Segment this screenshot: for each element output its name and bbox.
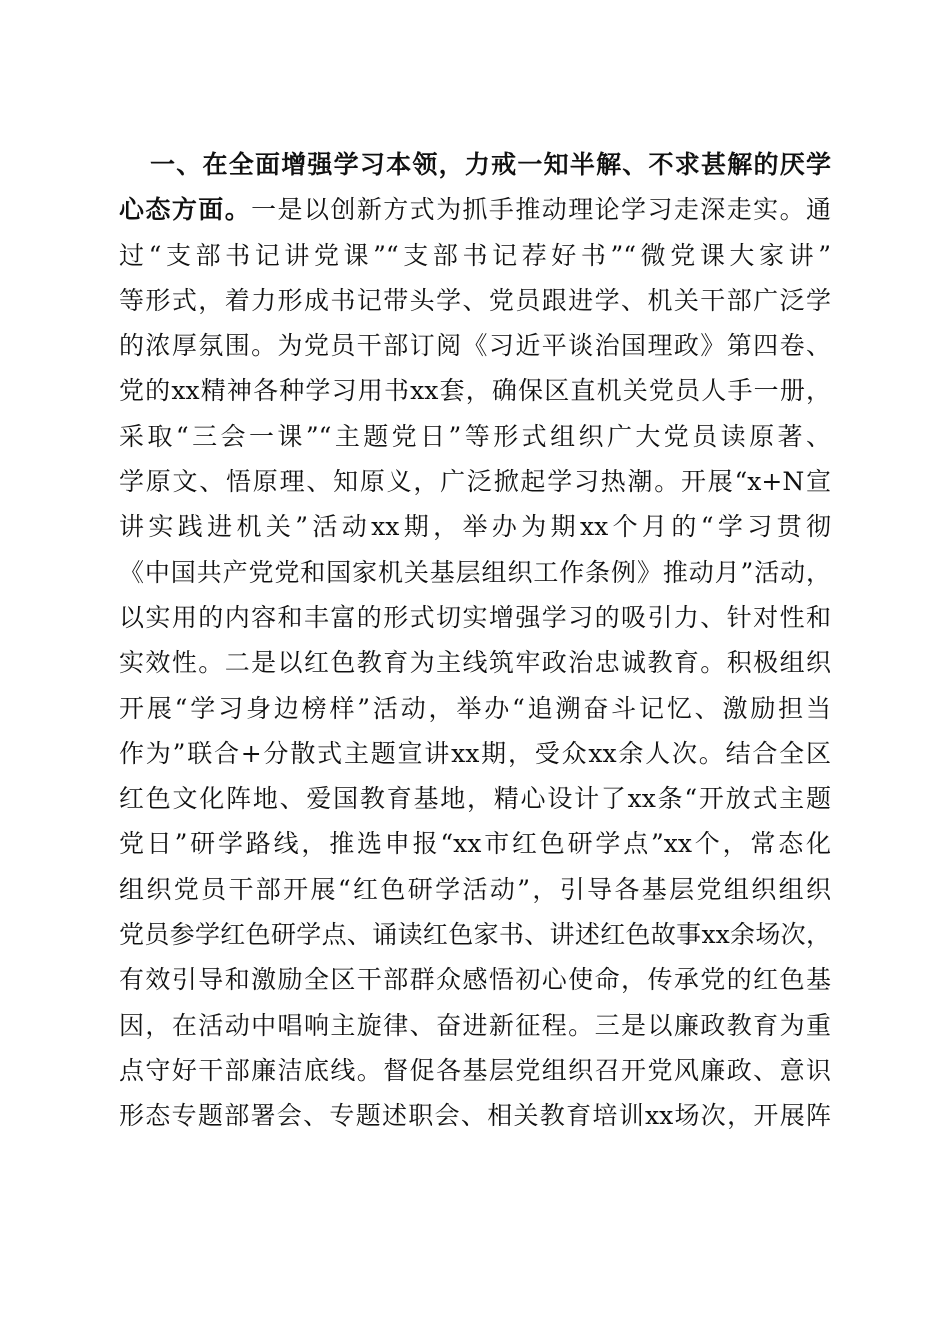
paragraph-line: 组织党员干部开展“红色研学活动”，引导各基层党组织组织 [119,874,831,904]
section-heading: 一、在全面增强学习本领，力戒一知半解、不求甚解的厌学 [150,150,831,179]
paragraph-line: 过“支部书记讲党课”“支部书记荐好书”“微党课大家讲” [119,240,831,270]
paragraph-line: 学原文、悟原理、知原义，广泛掀起学习热潮。开展“x+N宣 [119,467,831,497]
paragraph-line: 《中国共产党党和国家机关基层组织工作条例》推动月”活动， [119,557,831,587]
paragraph-line: 实效性。二是以红色教育为主线筑牢政治忠诚教育。积极组织 [119,648,831,678]
paragraph-line: 有效引导和激励全区干部群众感悟初心使命，传承党的红色基 [119,965,831,995]
paragraph-line: 点守好干部廉洁底线。督促各基层党组织召开党风廉政、意识 [119,1055,831,1085]
paragraph-line: 因，在活动中唱响主旋律、奋进新征程。三是以廉政教育为重 [119,1010,831,1040]
paragraph-line: 采取“三会一课”“主题党日”等形式组织广大党员读原著、 [119,421,831,451]
paragraph-line: 等形式，着力形成书记带头学、党员跟进学、机关干部广泛学 [119,285,831,315]
paragraph-line: 开展“学习身边榜样”活动，举办“追溯奋斗记忆、激励担当 [119,693,831,723]
paragraph-text: 一是以创新方式为抓手推动理论学习走深走实。通 [251,195,831,225]
paragraph-line: 作为”联合+分散式主题宣讲xx期，受众xx余人次。结合全区 [119,738,831,768]
paragraph-line: 形态专题部署会、专题述职会、相关教育培训xx场次，开展阵 [119,1101,831,1131]
paragraph-line: 党日”研学路线，推选申报“xx市红色研学点”xx个，常态化 [119,829,831,859]
paragraph-line: 党的xx精神各种学习用书xx套，确保区直机关党员人手一册， [119,376,831,406]
paragraph-line: 讲实践进机关”活动xx期，举办为期xx个月的“学习贯彻 [119,512,831,542]
paragraph-line [119,187,831,232]
paragraph-line: 党员参学红色研学点、诵读红色家书、讲述红色故事xx余场次， [119,920,831,950]
body-text [119,142,831,1139]
paragraph-line: 以实用的内容和丰富的形式切实增强学习的吸引力、针对性和 [119,602,831,632]
section-heading-continued: 心态方面。 [119,195,252,225]
paragraph-line [119,142,831,187]
paragraph-line: 红色文化阵地、爱国教育基地，精心设计了xx条“开放式主题 [119,784,831,814]
paragraph-line: 的浓厚氛围。为党员干部订阅《习近平谈治国理政》第四卷、 [119,331,831,361]
